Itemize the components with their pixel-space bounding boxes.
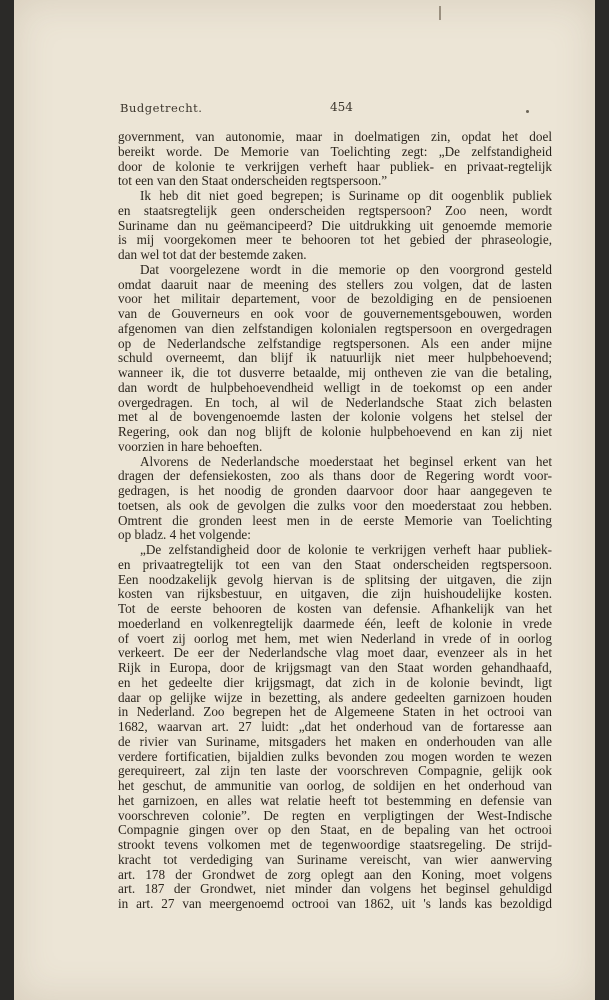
book-page (14, 0, 595, 1000)
text-line: Alvorens de Nederlandsche moederstaat het beginsel erkent van het (140, 453, 552, 469)
text-line: „De zelfstandigheid door de kolonie te verkrijgen verheft haar publiek- (140, 542, 552, 557)
text-line: de rivier van Suriname, mitsgaders het maken en onderhouden van alle (118, 733, 552, 749)
text-line: door de kolonie te verkrijgen verheft haar publiek- en privaat-regtelijk (118, 158, 552, 174)
text-line: verdere fortificatien, bijaldien zulks bevonden zou mogen worden te wezen (118, 748, 552, 764)
text-line: Dat voorgelezene wordt in die memorie op den voorgrond gesteld (140, 261, 552, 277)
text-line: met al de bovengenoemde lasten der kolonie volgens het stelsel der (118, 409, 552, 425)
text-line: government, van autonomie, maar in doelmatigen zin, opdat het doel (118, 129, 552, 144)
text-line: Tot de eerste behooren de kosten van defensie. Afhankelijk van het (118, 601, 552, 616)
text-line: Compagnie gingen over op den Staat, en de bepaling van het octrooi (118, 822, 552, 838)
ink-dot (526, 110, 529, 113)
text-line: toetsen, als ook de gevolgen die zulks voor den moederstaat zou hebben. (118, 497, 552, 513)
text-line: overgedragen. En toch, al wil de Nederlandsche Staat zich belasten (118, 394, 552, 410)
text-line: van de Gouverneurs en ook voor de gouvernementsgebouwen, worden (118, 306, 552, 321)
text-line: dragen der defensiekosten, zoo als thans door de Regering wordt voor- (118, 468, 552, 484)
text-line: schuld overneemt, dan blijf ik natuurlijk niet meer hulpbehoevend; (118, 350, 552, 366)
text-line: omdat daaruit naar de meening des stellers zou volgen, dat de lasten (118, 276, 552, 292)
text-line: in art. 27 van meergenoemd octrooi van 1862, uit 's lands kas bezoldigd (118, 896, 552, 911)
text-line: Suriname dan nu geëmancipeerd? Die uitdrukking uit genoemde memorie (118, 217, 552, 233)
page-edge-mark (439, 6, 441, 20)
text-line: kracht tot verdediging van Suriname vereischt, van wier aanwerving (118, 851, 552, 867)
text-line: en staatsregtelijk geen onderscheiden regtspersoon? Zoo neen, wordt (118, 202, 552, 218)
text-line: het geschut, de ammunitie van oorlog, de soldijen en het onderhoud van (118, 778, 552, 793)
text-line: het garnizoen, en alles wat relatie heeft tot bestemming en defensie van (118, 792, 552, 808)
text-line: dan wordt de hulpbehoevendheid welligt in de toekomst op een ander (118, 379, 552, 395)
text-line: 1682, waarvan art. 27 luidt: „dat het onderhoud van de fortaresse aan (118, 719, 552, 734)
text-line: kosten van rijksbestuur, en uitgaven, die zijn huishoudelijke kosten. (118, 586, 552, 602)
text-line: tot een van den Staat onderscheiden regtspersoon.” (118, 173, 388, 189)
text-line: is mij voorgekomen meer te behooren tot het gebied der phraseologie, (118, 232, 552, 248)
body-text (118, 130, 552, 912)
text-line: en privaatregtelijk tot een van den Staat onderscheiden regtspersoon. (118, 556, 552, 572)
text-line: bereikt worde. De Memorie van Toelichting zegt: „De zelfstandigheid (118, 143, 552, 159)
text-line: Omtrent die gronden leest men in de eerste Memorie van Toelichting (118, 512, 552, 528)
text-line: Een noodzakelijk gevolg hiervan is de splitsing der uitgaven, die zijn (118, 571, 552, 587)
text-line: voorzien in hare behoeften. (118, 438, 263, 454)
text-line: dan wel tot dat der bestemde zaken. (118, 247, 307, 262)
running-title: Budgetrecht. (120, 101, 203, 115)
text-line: voor het militair departement, voor de bezoldiging en de pensioenen (118, 291, 552, 307)
text-line: verkeert. De eer der Nederlandsche vlag moet daar, evenzeer als in het (118, 645, 552, 661)
page-number: 454 (330, 100, 353, 114)
text-line: afgenomen van dien zelfstandigen kolonialen regtspersoon en overgedragen (118, 320, 552, 336)
text-line: art. 178 der Grondwet de zorg oplegt aan den Koning, moet volgens (118, 866, 552, 882)
text-line: op bladz. 4 het volgende: (118, 527, 251, 543)
text-line: in Nederland. Zoo begrepen het de Algemeene Staten in het octrooi van (118, 704, 552, 720)
text-line: wanneer ik, die tot dusverre betaalde, mij ontheven zie van die betaling, (118, 365, 552, 380)
text-line: voorschreven colonie”. De regten en verpligtingen der West-Indische (118, 807, 552, 823)
text-line: Ik heb dit niet goed begrepen; is Suriname op dit oogenblik publiek (140, 188, 552, 203)
text-line: Regering, ook dan nog blijft de kolonie hulpbehoevend en kan zij niet (118, 424, 552, 439)
text-line: art. 187 der Grondwet, niet minder dan volgens het beginsel gehuldigd (118, 881, 552, 897)
text-line: gedragen, is het noodig de gronden daarvoor door haar aangegeven te (118, 483, 552, 498)
text-line: moederland en volkenregtelijk daarmede één, leeft de kolonie in vrede (118, 615, 552, 631)
text-line: gerequireert, zal zijn ten laste der voorschreven Compagnie, gelijk ook (118, 763, 552, 779)
page-header (120, 101, 535, 117)
text-line: strookt tevens volkomen met de tegenwoordige staatsregeling. De strijd- (118, 837, 552, 852)
text-line: op de Nederlandsche zelfstandige regtspersonen. Als een ander mijne (118, 335, 552, 351)
text-line: of voert zij oorlog met hem, met wien Nederland in vrede of in oorlog (118, 630, 552, 646)
text-line: Rijk in Europa, door de krijgsmagt van den Staat worden gehandhaafd, (118, 660, 552, 675)
text-line: daar op gelijke wijze in bezetting, als andere gedeelten garnizoen houden (118, 689, 552, 705)
text-line: en het gedeelte dier krijgsmagt, dat zich in de kolonie bevindt, ligt (118, 674, 552, 690)
